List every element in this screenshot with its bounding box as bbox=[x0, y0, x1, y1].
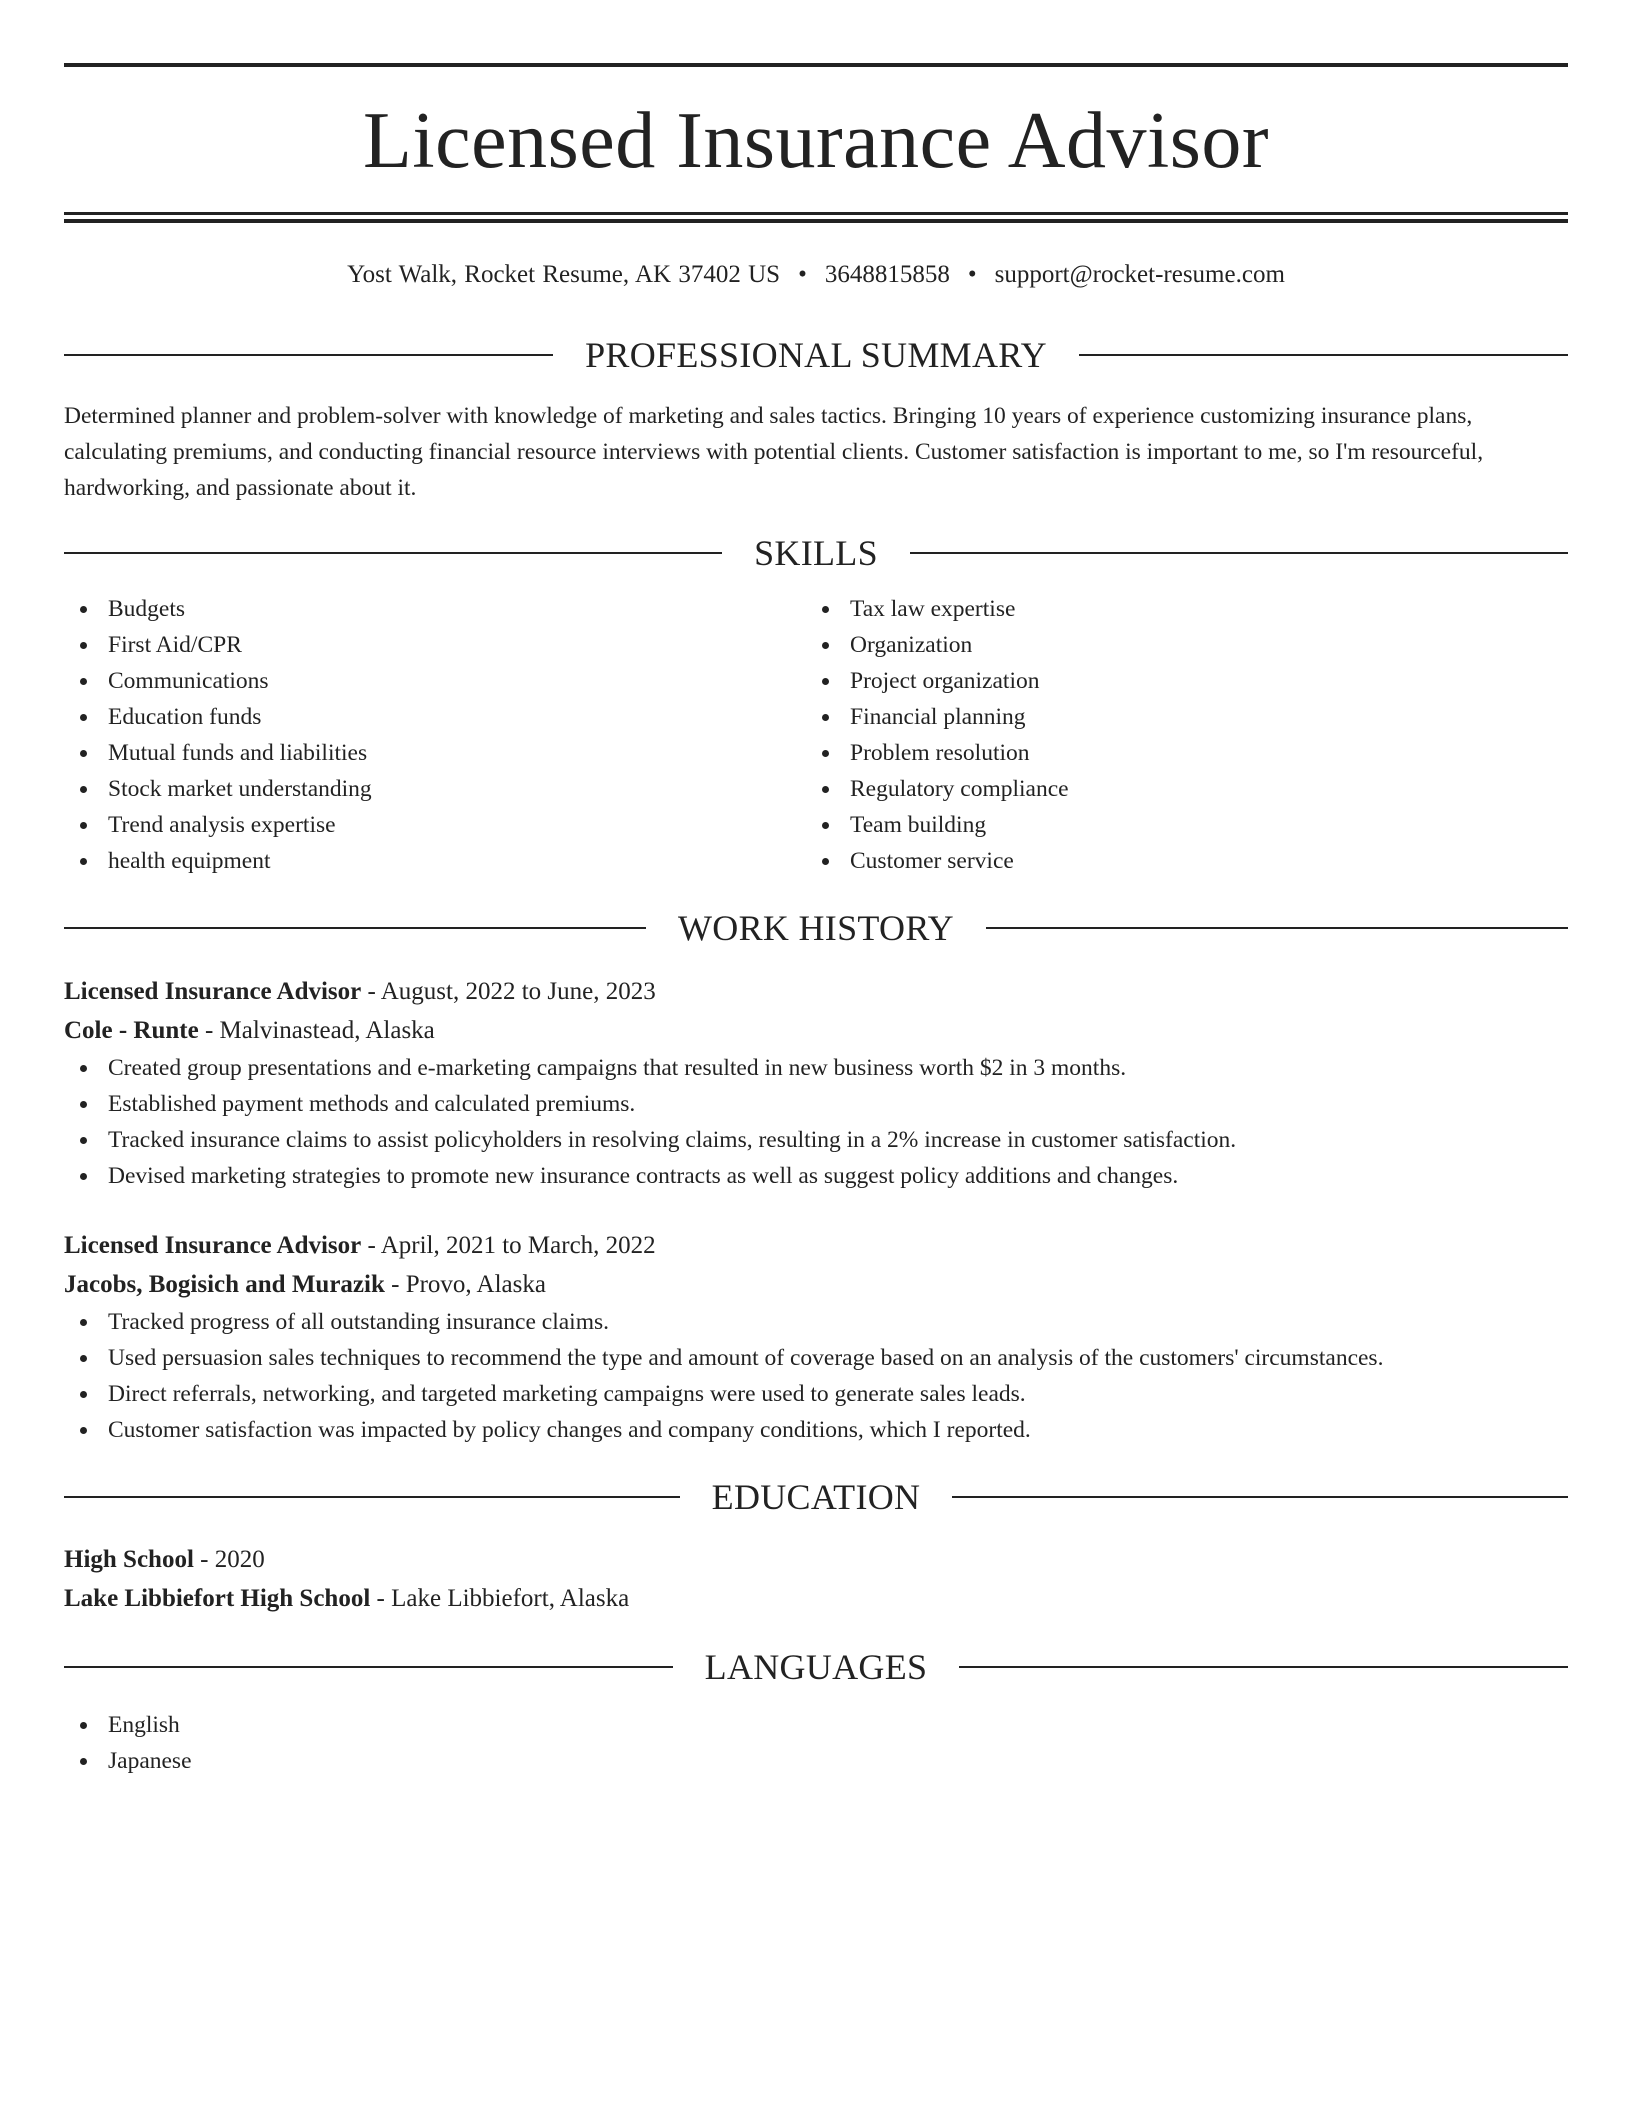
job-dates: - August, 2022 to June, 2023 bbox=[367, 978, 656, 1005]
list-item: Customer service bbox=[806, 843, 1548, 879]
list-item: Customer satisfaction was impacted by policy changes and company conditions, which I reported. bbox=[64, 1412, 1568, 1448]
job-location: - Malvinastead, Alaska bbox=[204, 1017, 435, 1044]
list-item: Mutual funds and liabilities bbox=[64, 735, 806, 771]
job-company-line bbox=[64, 1265, 1568, 1304]
contact-address: Yost Walk, Rocket Resume, AK 37402 US bbox=[347, 261, 781, 288]
summary-heading bbox=[64, 335, 1568, 375]
job-company-line bbox=[64, 1011, 1568, 1050]
list-item: Trend analysis expertise bbox=[64, 807, 806, 843]
divider-right bbox=[910, 552, 1568, 554]
contact-phone: 3648815858 bbox=[824, 261, 950, 288]
list-item: Used persuasion sales techniques to recommend the type and amount of coverage based on an analysis of the customers' circumstances. bbox=[64, 1340, 1568, 1376]
languages-heading-label: LANGUAGES bbox=[704, 1647, 928, 1687]
list-item: Japanese bbox=[64, 1743, 1568, 1779]
summary-heading-label: PROFESSIONAL SUMMARY bbox=[585, 335, 1047, 375]
resume-title: Licensed Insurance Advisor bbox=[362, 97, 1270, 185]
divider-right bbox=[986, 927, 1568, 929]
header-bottom-rule bbox=[64, 212, 1568, 223]
list-item: Regulatory compliance bbox=[806, 771, 1548, 807]
languages-list bbox=[64, 1707, 1568, 1779]
skills-list-left bbox=[64, 591, 806, 879]
skills-list-right bbox=[806, 591, 1548, 879]
contact-email: support@rocket-resume.com bbox=[994, 261, 1285, 288]
job-title-line bbox=[64, 972, 1568, 1011]
work-heading-label: WORK HISTORY bbox=[678, 908, 954, 948]
list-item: Organization bbox=[806, 627, 1548, 663]
education-location: - Lake Libbiefort, Alaska bbox=[376, 1585, 630, 1612]
skills-heading bbox=[64, 533, 1568, 573]
list-item: Tax law expertise bbox=[806, 591, 1548, 627]
job-bullets bbox=[64, 1304, 1568, 1448]
job-location: - Provo, Alaska bbox=[391, 1271, 546, 1298]
skills-heading-label: SKILLS bbox=[754, 533, 878, 573]
summary-text: Determined planner and problem-solver with knowledge of marketing and sales tactics. Bringing 10 years of experience customizing insurance plans, calculating premiums, and conducting financial resource interviews with potential clients. Customer satisfaction is important to me, so I'm resourceful, hardworking, and passionate about it. bbox=[64, 403, 1484, 501]
list-item: Devised marketing strategies to promote new insurance contracts as well as suggest policy additions and changes. bbox=[64, 1158, 1568, 1194]
job-entry bbox=[64, 1226, 1568, 1448]
job-company: Cole - Runte bbox=[64, 1017, 199, 1044]
job-dates: - April, 2021 to March, 2022 bbox=[367, 1232, 656, 1259]
list-item: Tracked progress of all outstanding insurance claims. bbox=[64, 1304, 1568, 1340]
job-bullets bbox=[64, 1050, 1568, 1194]
list-item: English bbox=[64, 1707, 1568, 1743]
job-entry bbox=[64, 972, 1568, 1194]
education-year: - 2020 bbox=[200, 1546, 265, 1573]
list-item: First Aid/CPR bbox=[64, 627, 806, 663]
education-degree: High School bbox=[64, 1546, 194, 1573]
contact-line bbox=[64, 260, 1568, 290]
list-item: Budgets bbox=[64, 591, 806, 627]
divider-left bbox=[64, 552, 722, 554]
resume-page bbox=[64, 63, 1568, 1779]
contact-separator: • bbox=[967, 261, 977, 288]
list-item: Direct referrals, networking, and targeted marketing campaigns were used to generate sales leads. bbox=[64, 1376, 1568, 1412]
list-item: health equipment bbox=[64, 843, 806, 879]
education-degree-line bbox=[64, 1540, 1568, 1579]
list-item: Communications bbox=[64, 663, 806, 699]
list-item: Financial planning bbox=[806, 699, 1548, 735]
job-title: Licensed Insurance Advisor bbox=[64, 978, 362, 1005]
list-item: Established payment methods and calculated premiums. bbox=[64, 1086, 1568, 1122]
divider-right bbox=[959, 1666, 1568, 1668]
divider-left bbox=[64, 354, 553, 356]
list-item: Problem resolution bbox=[806, 735, 1548, 771]
list-item: Education funds bbox=[64, 699, 806, 735]
list-item: Stock market understanding bbox=[64, 771, 806, 807]
education-heading bbox=[64, 1477, 1568, 1517]
list-item: Created group presentations and e-marketing campaigns that resulted in new business worth $2 in 3 months. bbox=[64, 1050, 1568, 1086]
education-school-line bbox=[64, 1579, 1568, 1618]
divider-left bbox=[64, 927, 646, 929]
list-item: Tracked insurance claims to assist policyholders in resolving claims, resulting in a 2% increase in customer satisfaction. bbox=[64, 1122, 1568, 1158]
list-item: Team building bbox=[806, 807, 1548, 843]
list-item: Project organization bbox=[806, 663, 1548, 699]
contact-separator: • bbox=[798, 261, 807, 288]
job-company: Jacobs, Bogisich and Murazik bbox=[64, 1271, 385, 1298]
languages-heading bbox=[64, 1647, 1568, 1687]
education-heading-label: EDUCATION bbox=[711, 1477, 921, 1517]
divider-left bbox=[64, 1666, 673, 1668]
skills-columns bbox=[64, 591, 1568, 879]
job-title: Licensed Insurance Advisor bbox=[64, 1232, 362, 1259]
divider-right bbox=[1079, 354, 1568, 356]
education-school: Lake Libbiefort High School bbox=[64, 1585, 371, 1612]
divider-right bbox=[952, 1496, 1568, 1498]
work-heading bbox=[64, 908, 1568, 948]
job-title-line bbox=[64, 1226, 1568, 1265]
divider-left bbox=[64, 1496, 680, 1498]
education-entry bbox=[64, 1540, 1568, 1618]
